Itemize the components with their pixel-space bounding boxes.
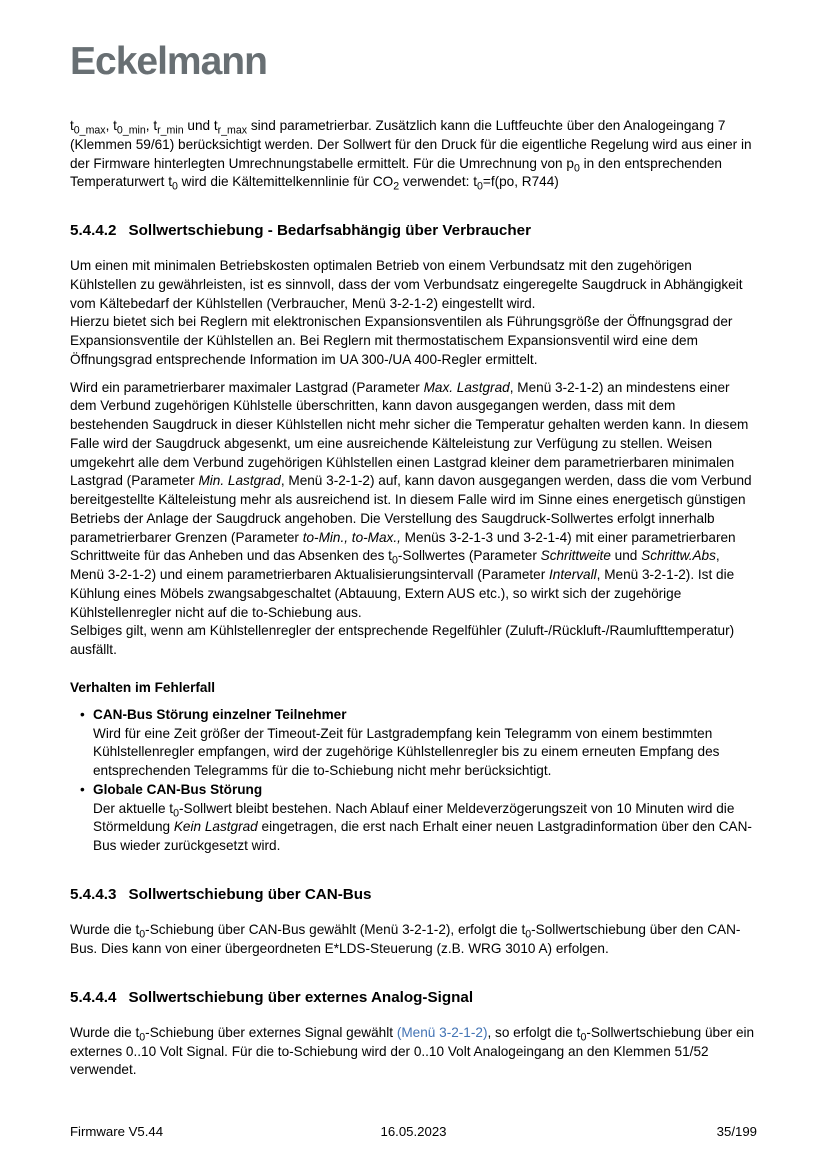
bullet-body: Wird für eine Zeit größer der Timeout-Zeit für Lastgradempfang kein Telegramm von einem bestimmten Kühlstellenregler empfangen, wird der zugehörige Kühlstellenregler bis zu einem erneuten Empfang des entsprechenden Telegramms für die to-Schiebung nicht mehr berücksichtigt. <box>93 725 720 779</box>
bullet-title: • Globale CAN-Bus Störung <box>93 781 263 797</box>
document-body <box>70 117 757 1080</box>
paragraph: Wurde die $t_0$-Schiebung über externes Signal gewählt (Menü 3-2-1-2), so erfolgt die $t_0$-Sollwertschiebung über ein externes 0..10 Volt Signal. Für die to-Schiebung wird der 0..10 Volt Analogeingang an den Klemmen 51/52 verwendet. <box>70 1024 755 1078</box>
section-heading-5-4-4-2 <box>70 222 757 240</box>
footer-page-number: 35/199 <box>716 1124 757 1139</box>
page-header <box>70 42 757 81</box>
intro-paragraph: $t_{0\_max}$, $t_{0\_min}$, $t_{r\_min}$ und $t_{r\_max}$ sind parametrierbar. Zusätzlich kann die Luftfeuchte über den Analogeingang 7 (Klemmen 59/61) berücksichtigt werden. Der Sollwert für den Druck für die eigentliche Regelung wird aus einer in der Firmware hinterlegten Umrechnungstabelle ermittelt. Für die Umrechnung von $p_0$ in den entsprechenden Temperaturwert $t_0$ wird die Kältemittelkennlinie für $CO_2$ verwendet: $t_0=f(po$, R744) <box>70 118 752 193</box>
menu-reference-link[interactable]: (Menü 3-2-1-2) <box>396 1024 488 1040</box>
section-5-4-4-2 <box>70 222 757 856</box>
section-number: 5.4.4.4 <box>70 988 117 1006</box>
company-logo: Eckelmann <box>70 40 267 83</box>
section-title: Sollwertschiebung - Bedarfsabhängig über Verbraucher <box>128 222 532 239</box>
list-item-can-bus-global-fault <box>80 781 757 856</box>
footer-date: 16.05.2023 <box>380 1124 447 1139</box>
page-footer <box>70 1124 757 1139</box>
paragraph: Um einen mit minimalen Betriebskosten optimalen Betrieb von einem Verbundsatz mit den zugehörigen Kühlstellen zu gewährleisten, ist es sinnvoll, dass der vom Verbundsatz eingeregelte Saugdruck in Abhängigkeit vom Kältebedarf der Kühlstellen (Verbraucher, Menü 3-2-1-2) eingestellt wird. Hierzu bietet sich bei Reglern mit elektronischen Expansionsventilen als Führungsgröße der Öffnungsgrad der Expansionsventile der Kühlstellen an. Bei Reglern mit thermostatischem Expansionsventil wird eine dem Öffnungsgrad entsprechende Information im UA 300-/UA 400-Regler ermittelt. <box>70 258 743 367</box>
paragraph: Wurde die $t_0$-Schiebung über CAN-Bus gewählt (Menü 3-2-1-2), erfolgt die $t_0$-Sollwertschiebung über den CAN-Bus. Dies kann von einer übergeordneten E*LDS-Steuerung (z.B. WRG 3010 A) erfolgen. <box>70 922 741 956</box>
list-item-can-bus-single-fault <box>80 706 757 781</box>
section-number: 5.4.4.3 <box>70 885 117 903</box>
subheading-fault-behavior: Verhalten im Fehlerfall <box>70 679 216 695</box>
section-heading-5-4-4-4 <box>70 989 757 1007</box>
bullet-title: • CAN-Bus Störung einzelner Teilnehmer <box>93 706 347 722</box>
section-5-4-4-3 <box>70 886 757 959</box>
paragraph: Wird ein parametrierbarer maximaler Lastgrad (Parameter Max. Lastgrad, Menü 3-2-1-2) an mindestens einer dem Verbund zugehörigen Kühlstelle überschritten, kann davon ausgegangen werden, dass mit dem bestehenden Saugdruck in dieser Kühlstellen nicht mehr sicher die Temperatur gehalten werden kann. In diesem Falle wird der Saugdruck abgesenkt, um eine ausreichende Kälteleistung zur Verfügung zu stellen. Weisen umgekehrt alle dem Verbund zugehörigen Kühlstellen einen Lastgrad kleiner dem parametrierbaren minimalen Lastgrad (Parameter Min. Lastgrad, Menü 3-2-1-2) auf, kann davon ausgegangen werden, dass die vom Verbund bereitgestellte Kälteleistung mehr als ausreichend ist. In diesem Falle wird im Sinne eines energetisch günstigen Betriebs der Anlage der Saugdruck angehoben. Die Verstellung des Saugdruck-Sollwertes erfolgt innerhalb parametrierbarer Grenzen (Parameter to-Min., to-Max., Menüs 3-2-1-3 und 3-2-1-4) mit einer parametrierbaren Schrittweite für das Anheben und das Absenken des $t_0$-Sollwertes (Parameter Schrittweite und Schrittw.Abs, Menü 3-2-1-2) und einem parametrierbaren Aktualisierungsintervall (Parameter Intervall, Menü 3-2-1-2). Ist die Kühlung eines Möbels zwangsabgeschaltet (Abtauung, Extern AUS etc.), so wirkt sich der zugehörige Kühlstellenregler nicht auf die to-Schiebung aus. Selbiges gilt, wenn am Kühlstellenregler der entsprechende Regelfühler (Zuluft-/Rückluft-/Raumlufttemperatur) ausfällt. <box>70 379 752 658</box>
fault-behavior-list <box>70 706 757 856</box>
section-heading-5-4-4-3 <box>70 886 757 904</box>
bullet-body: Der aktuelle $t_0$-Sollwert bleibt bestehen. Nach Ablauf einer Meldeverzögerungszeit von 10 Minuten wird die Störmeldung Kein Lastgrad eingetragen, die erst nach Erhalt einer neuen Lastgradinformation über den CAN-Bus wieder zurückgesetzt wird. <box>93 800 752 854</box>
section-title: Sollwertschiebung über externes Analog-Signal <box>128 988 474 1006</box>
section-5-4-4-4 <box>70 989 757 1080</box>
section-number: 5.4.4.2 <box>70 222 117 239</box>
section-title: Sollwertschiebung über CAN-Bus <box>128 885 372 903</box>
footer-firmware-version: Firmware V5.44 <box>70 1124 164 1139</box>
